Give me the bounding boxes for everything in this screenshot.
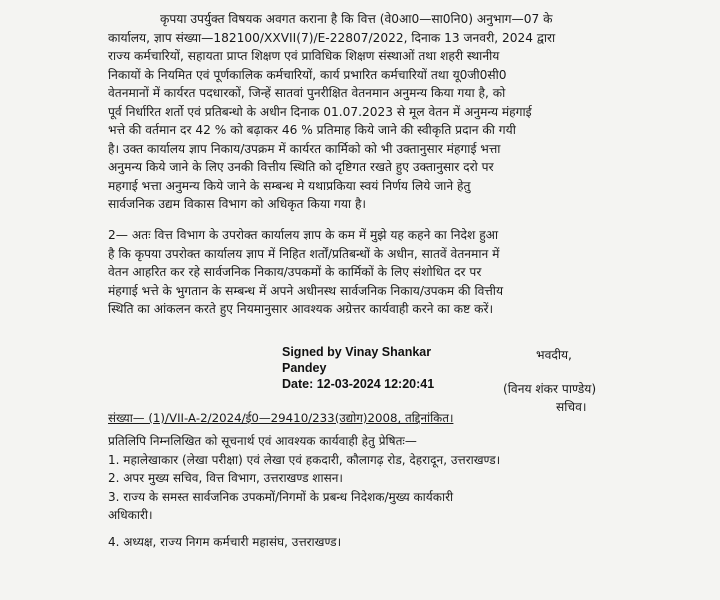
copy-list-item: 3. राज्य के समस्त सार्वजनिक उपकमों/निगमों के प्रबन्ध निदेशक/मुख्य कार्यकारी (108, 489, 454, 504)
paragraph-1 (108, 10, 640, 214)
paragraph-1-line: निकायों के नियमित एवं पूर्णकालिक कर्मचारियों, कार्य प्रभारित कर्मचारियों तथा यू0जी0सी0 (108, 67, 507, 82)
copy-list-item: अधिकारी। (108, 508, 153, 522)
digital-signature-date: Date: 12-03-2024 12:20:41 (282, 377, 435, 391)
paragraph-1-line: कृपया उपर्युक्त विषयक अवगत कराना है कि वित्त (वे0आ0—सा0नि0) अनुभाग—07 के (160, 12, 553, 26)
paragraph-1-line: सार्वजनिक उद्यम विकास विभाग को अधिकृत किया गया है। (108, 197, 367, 211)
paragraph-2 (108, 226, 640, 319)
paragraph-2-line: वेतन आहरित कर रहे सार्वजनिक निकाय/उपकमों के कार्मिकों के लिए संशोधित दर पर (108, 265, 482, 279)
paragraph-1-line: कार्यालय, ज्ञाप संख्या—182100/XXVII(7)/E-22807/2022, दिनाक 13 जनवरी, 2024 द्वारा (108, 30, 556, 45)
paragraph-1-line: भत्ते की वर्तमान दर 42 % को बढ़ाकर 46 % प्रतिमाह किये जाने की स्वीकृति प्रदान की गयी (108, 123, 516, 137)
copy-list-item: 1. महालेखाकार (लेखा परीक्षा) एवं लेखा एवं हकदारी, कौलागढ़ रोड, देहरादून, उत्तराखण्ड। (108, 452, 501, 467)
paragraph-1-line: अनुमन्य किये जाने के लिए उनकी वित्तीय स्थिति को दृष्टिगत रखते हुए उक्तानुसार दरो पर (108, 160, 494, 174)
paragraph-1-line: महगाई भत्ता अनुमन्य किये जाने के सम्बन्ध मे यथाप्रकिया स्वयं निर्णय लिये जाने हेतु (108, 178, 471, 193)
paragraph-2-line: 2— अतः वित्त विभाग के उपरोक्त कार्यालय ज्ञाप के कम में मुझे यह कहने का निदेश हुआ (108, 228, 499, 242)
paragraph-1-line: राज्य कर्मचारियों, सहायता प्राप्त शिक्षण एवं प्राविधिक शिक्षण संस्थाओं तथा शहरी स्थानीय (108, 49, 500, 63)
paragraph-2-line: मंहगाई भत्ते के भुगतान के सम्बन्ध में अपने अधीनस्थ सार्वजनिक निकाय/उपकम की वित्तीय (108, 283, 504, 298)
digital-signature-line: Signed by Vinay Shankar (282, 345, 432, 359)
copy-list (108, 432, 638, 551)
copy-list-item: 2. अपर मुख्य सचिव, वित्त विभाग, उत्तराखण्ड शासन। (108, 471, 343, 485)
digital-signature-line: Pandey (282, 361, 327, 375)
signatory-name: (विनय शंकर पाण्डेय) (503, 382, 597, 396)
reference-number: संख्या— (1)/VII-A-2/2024/ई0—29410/233(उद्योग)2008, तद्दिनांकित। (108, 411, 454, 425)
copy-list-item: 4. अध्यक्ष, राज्य निगम कर्मचारी महासंघ, उत्तराखण्ड। (108, 534, 342, 549)
paragraph-1-line: वेतनमानों में कार्यरत पदधारकों, जिन्हें सातवां पुनरीक्षित वेतनमान अनुमन्य किया गया है, को (108, 86, 506, 100)
closing-salutation: भवदीय, (536, 348, 572, 362)
signatory-designation: सचिव। (556, 400, 587, 414)
paragraph-1-line: पूर्व निर्धारित शर्तो एवं प्रतिबन्धो के अधीन दिनाक 01.07.2023 से मूल वेतन में अनुमन्य मंहगाई (108, 104, 532, 119)
paragraph-1-line: है। उक्त कार्यालय ज्ञाप निकाय/उपक्रम में कार्यरत कार्मिको को भी उक्तानुसार मंहगाई भत्ता (108, 141, 501, 156)
copy-list-intro: प्रतिलिपि निम्नलिखित को सूचनार्थ एवं आवश्यक कार्यवाही हेतु प्रेषितः— (108, 434, 417, 448)
paragraph-2-line: है कि कृपया उपरोक्त कार्यालय ज्ञाप में निहित शर्तों/प्रतिबन्धों के अधीन, सातवें वेतनमान में (108, 246, 500, 261)
paragraph-2-line: स्थिति का आंकलन करते हुए नियमानुसार आवश्यक अग्रेत्तर कार्यवाही करने का कष्ट करें। (108, 302, 494, 316)
digital-signature (282, 344, 434, 392)
